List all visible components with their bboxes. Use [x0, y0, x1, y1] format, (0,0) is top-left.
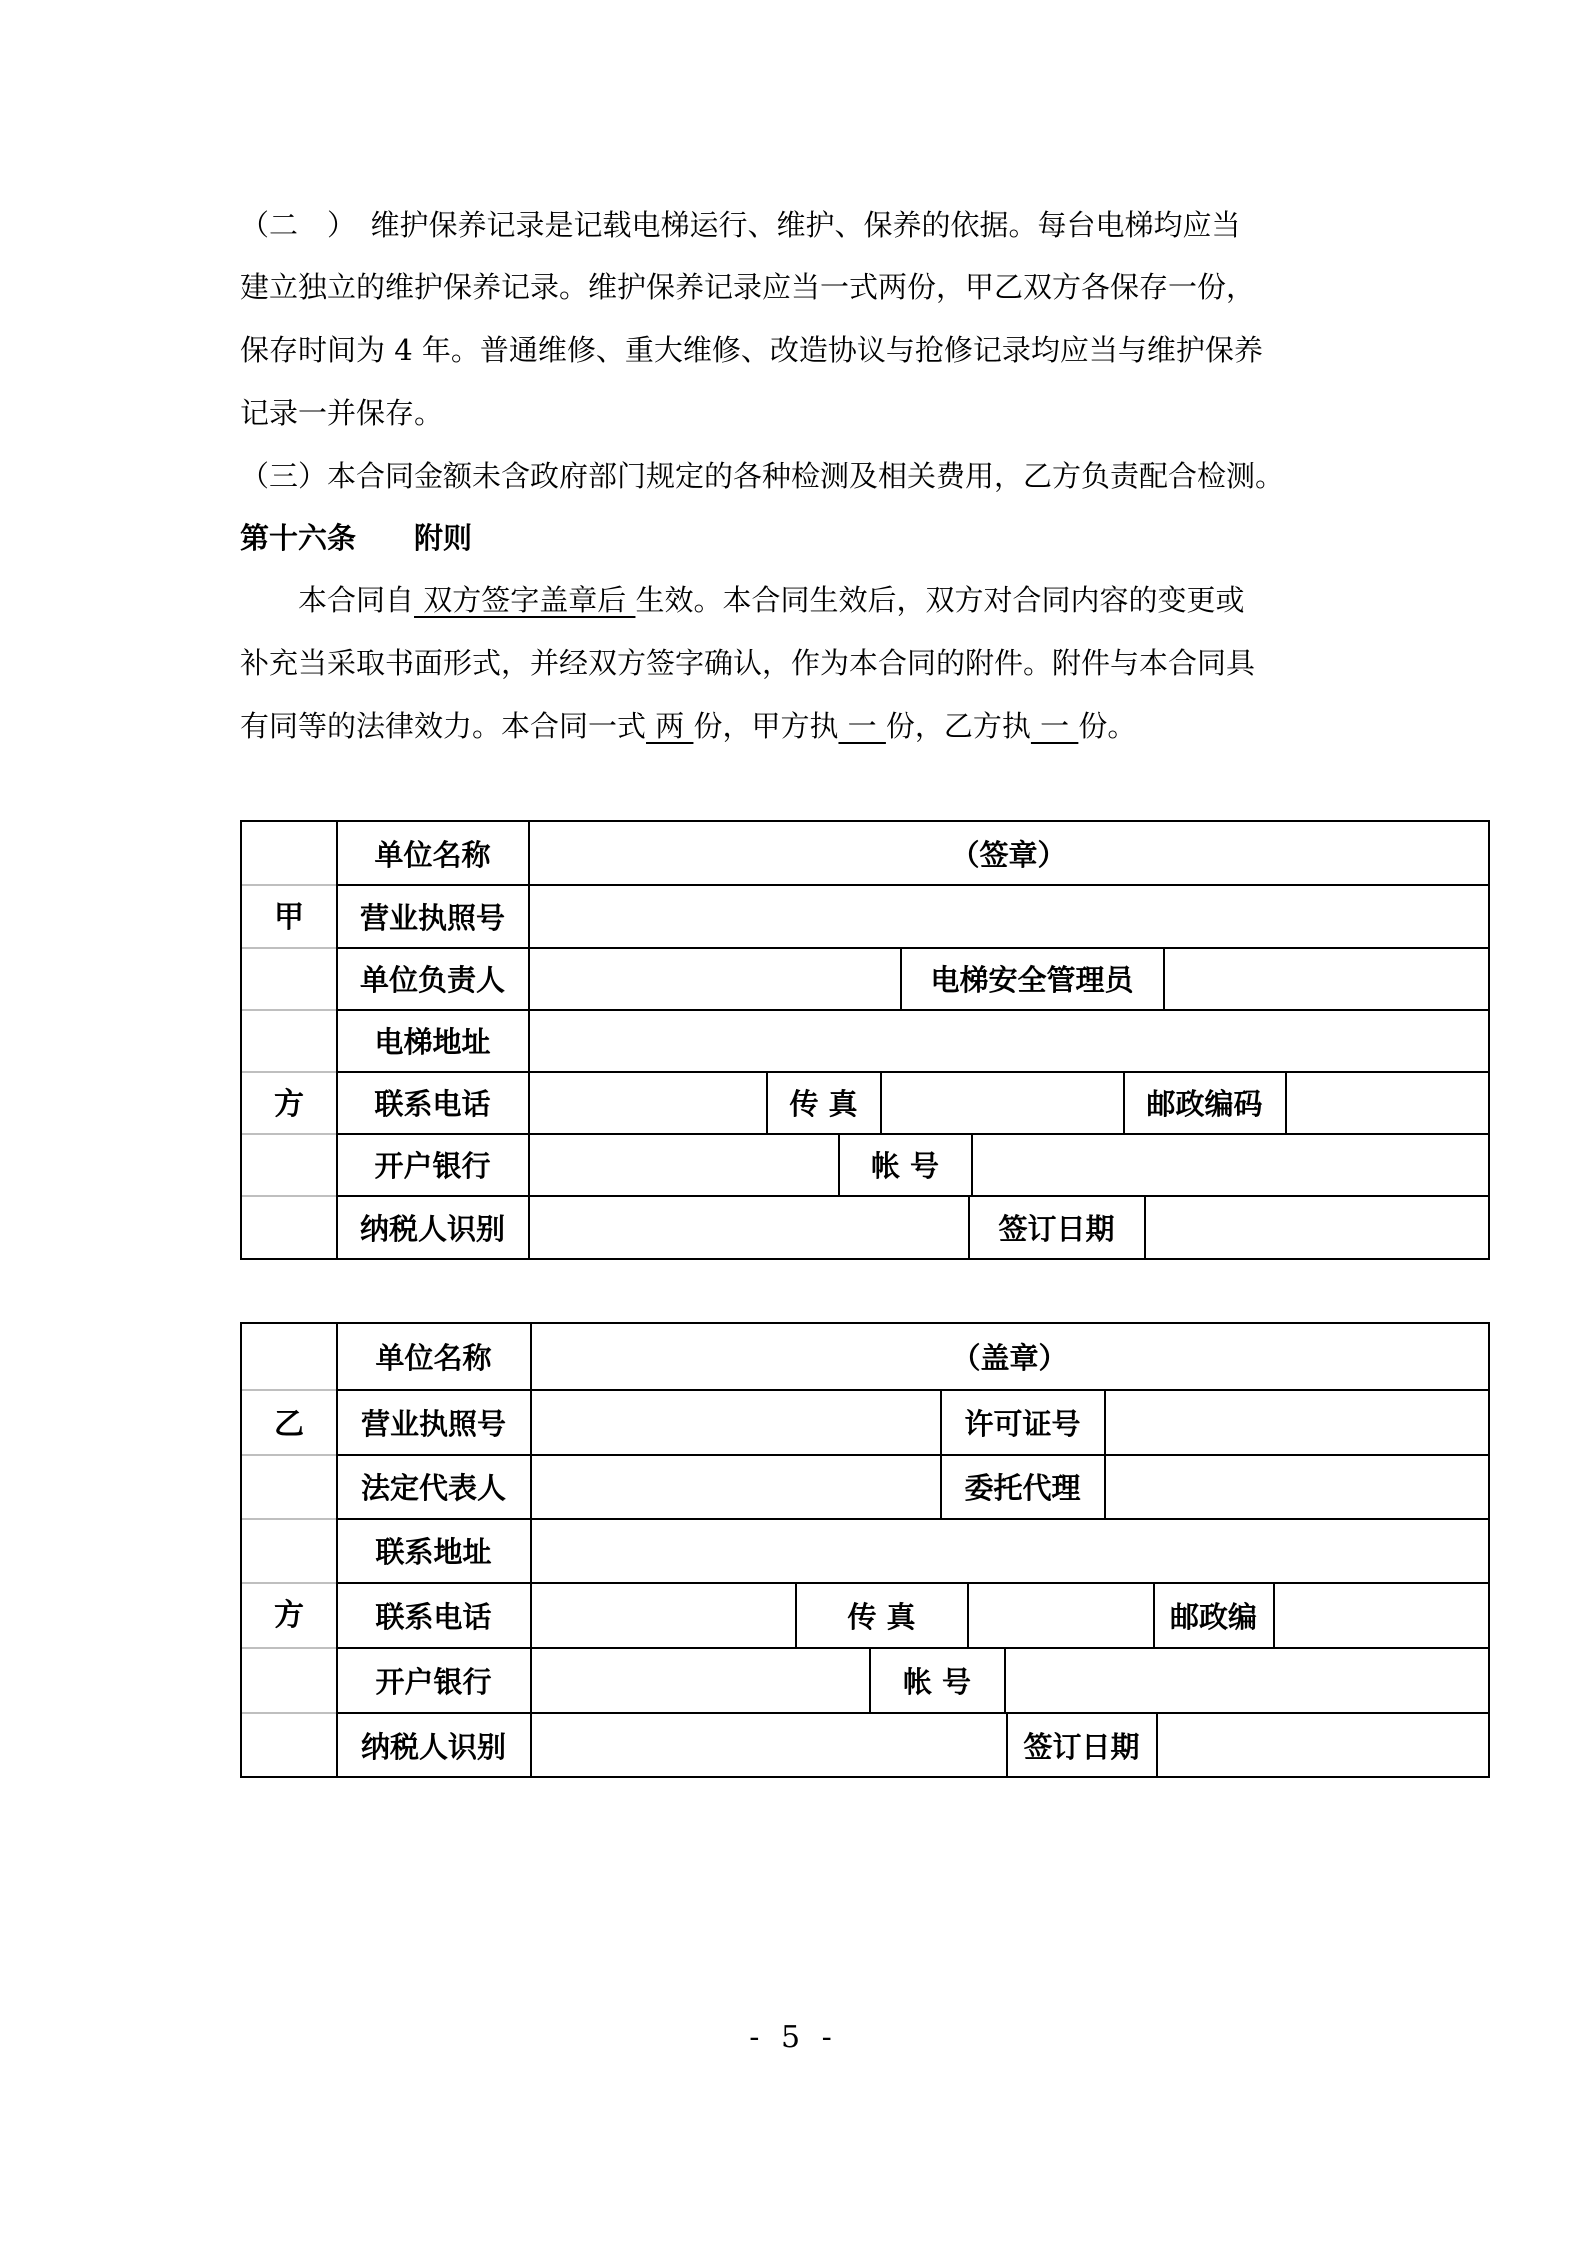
party-a-sign-date-label: 签订日期	[998, 1211, 1115, 1246]
party-a-seal-label: （签章）	[950, 837, 1067, 872]
party-a-taxpayer-label: 纳税人识别	[359, 1211, 505, 1246]
party-b-label-top: 乙	[274, 1407, 304, 1442]
party-b-address-label: 联系地址	[375, 1535, 492, 1569]
party-a-postcode-label: 邮政编码	[1146, 1087, 1263, 1121]
party-a-label-top: 甲	[274, 900, 304, 935]
text-line: 记录一并保存。	[240, 396, 444, 430]
party-b-fax-label: 传 真	[847, 1599, 916, 1634]
party-a-label-bottom: 方	[274, 1087, 304, 1122]
party-b-phone-label: 联系电话	[375, 1599, 492, 1634]
party-a-bank-label: 开户银行	[374, 1149, 491, 1183]
party-b-label-bottom: 方	[274, 1598, 304, 1633]
blank-copies-b: 一	[1030, 709, 1079, 743]
paragraph-3: （三）本合同金额未含政府部门规定的各种检测及相关费用，乙方负责配合检测。	[240, 459, 1285, 493]
text-run: 份，甲方执	[693, 709, 839, 743]
article-16-title: 第十六条 附则	[240, 521, 473, 555]
party-a-table	[240, 820, 1490, 1260]
text-line: （二 ） 维护保养记录是记载电梯运行、维护、保养的依据。每台电梯均应当	[240, 208, 1241, 242]
party-b-postcode-label: 邮政编	[1169, 1599, 1257, 1634]
party-b-legal-rep-label: 法定代表人	[360, 1471, 506, 1505]
blank-copies-a: 一	[838, 709, 886, 743]
party-a-safety-manager-label: 电梯安全管理员	[930, 963, 1134, 997]
blank-effective: 双方签字盖章后	[414, 583, 636, 617]
party-a-unit-name-label: 单位名称	[374, 837, 491, 872]
party-a-address-label: 电梯地址	[374, 1025, 491, 1059]
text-line: 保存时间为 4 年。普通维修、重大维修、改造协议与抢修记录均应当与维护保养	[240, 333, 1263, 367]
party-b-unit-name-label: 单位名称	[375, 1341, 492, 1375]
text-line: 建立独立的维护保养记录。维护保养记录应当一式两份，甲乙双方各保存一份，	[240, 270, 1256, 304]
text-run: 份，乙方执	[885, 709, 1031, 743]
text-run: 有同等的法律效力。本合同一式	[240, 709, 647, 743]
party-b-seal-label: （盖章）	[951, 1341, 1068, 1375]
article-16-line-1	[240, 580, 1244, 620]
party-b-license-label: 营业执照号	[360, 1406, 506, 1441]
party-a-account-label: 帐 号	[870, 1149, 940, 1183]
text-run: 份。	[1078, 709, 1137, 743]
party-b-account-label: 帐 号	[902, 1664, 972, 1699]
party-b-taxpayer-label: 纳税人识别	[360, 1730, 506, 1764]
party-b-table	[240, 1322, 1490, 1778]
blank-copies: 两	[646, 709, 694, 743]
party-a-phone-label: 联系电话	[374, 1087, 491, 1121]
page-number: - 5 -	[749, 2020, 838, 2055]
text-run: 本合同自	[240, 583, 415, 617]
party-b-bank-label: 开户银行	[375, 1664, 492, 1699]
article-16-line-2: 补充当采取书面形式，并经双方签字确认，作为本合同的附件。附件与本合同具	[240, 646, 1256, 680]
party-b-agent-label: 委托代理	[964, 1471, 1081, 1505]
party-b-sign-date-label: 签订日期	[1023, 1730, 1140, 1764]
party-a-license-label: 营业执照号	[359, 900, 505, 935]
article-16-line-3	[240, 706, 1136, 746]
party-a-fax-label: 传 真	[789, 1087, 858, 1121]
party-a-head-label: 单位负责人	[359, 963, 505, 997]
text-run: 生效。本合同生效后，双方对合同内容的变更或	[635, 583, 1245, 617]
party-b-permit-label: 许可证号	[964, 1406, 1081, 1441]
